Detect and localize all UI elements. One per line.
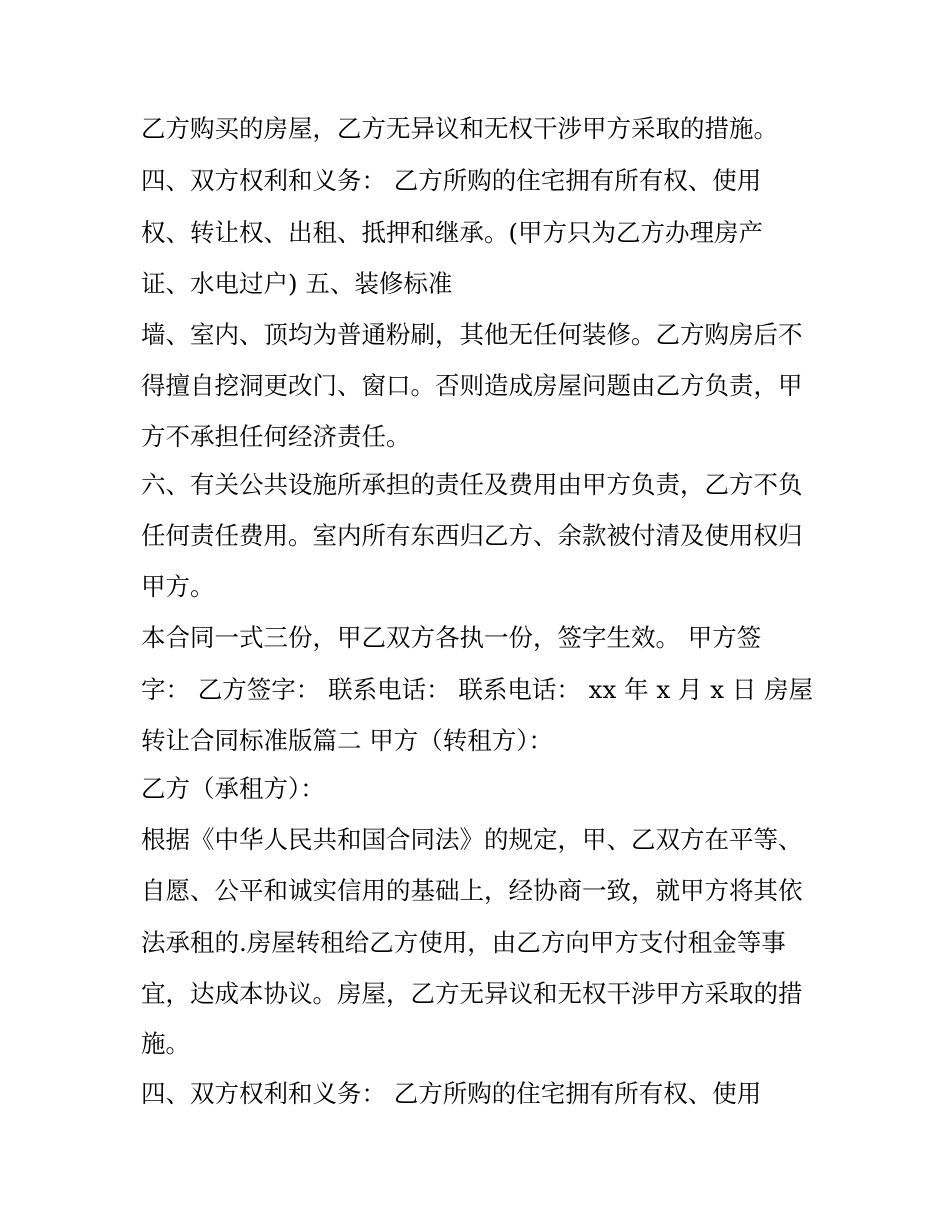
text-line: 六、有关公共设施所承担的责任及费用由甲方负责，乙方不负 — [141, 470, 803, 499]
text-line: 四、双方权利和义务： 乙方所购的住宅拥有所有权、使用 — [141, 1079, 762, 1108]
text-line: 根据《中华人民共和国合同法》的规定，甲、乙双方在平等、 — [141, 825, 803, 854]
text-line: 方不承担任何经济责任。 — [141, 422, 411, 451]
text-line: 证、水电过户) 五、装修标准 — [141, 269, 453, 298]
text-line: 本合同一式三份，甲乙双方各执一份，签字生效。 甲方签 — [141, 623, 762, 652]
text-line: 四、双方权利和义务： 乙方所购的住宅拥有所有权、使用 — [141, 166, 762, 195]
text-line: 乙方购买的房屋，乙方无异议和无权干涉甲方采取的措施。 — [141, 114, 778, 143]
text-line: 墙、室内、顶均为普通粉刷，其他无任何装修。乙方购房后不 — [141, 320, 803, 349]
text-line: 乙方（承租方）： — [141, 774, 325, 803]
text-line: 甲方。 — [141, 572, 215, 601]
text-line: 宜，达成本协议。房屋，乙方无异议和无权干涉甲方采取的措 — [141, 979, 803, 1008]
text-line: 权、转让权、出租、抵押和继承。(甲方只为乙方办理房产 — [141, 218, 764, 247]
text-line: 字： 乙方签字： 联系电话： 联系电话： xx 年 x 月 x 日 房屋 — [141, 675, 814, 704]
text-line: 自愿、公平和诚实信用的基础上，经协商一致，就甲方将其依 — [141, 876, 803, 905]
text-line: 法承租的.房屋转租给乙方使用，由乙方向甲方支付租金等事 — [141, 928, 786, 957]
text-line: 得擅自挖洞更改门、窗口。否则造成房屋问题由乙方负责，甲 — [141, 371, 803, 400]
text-line: 转让合同标准版篇二 甲方（转租方）： — [141, 726, 554, 755]
text-line: 任何责任费用。室内所有东西归乙方、余款被付清及使用权归 — [141, 521, 803, 550]
text-line: 施。 — [141, 1029, 190, 1058]
